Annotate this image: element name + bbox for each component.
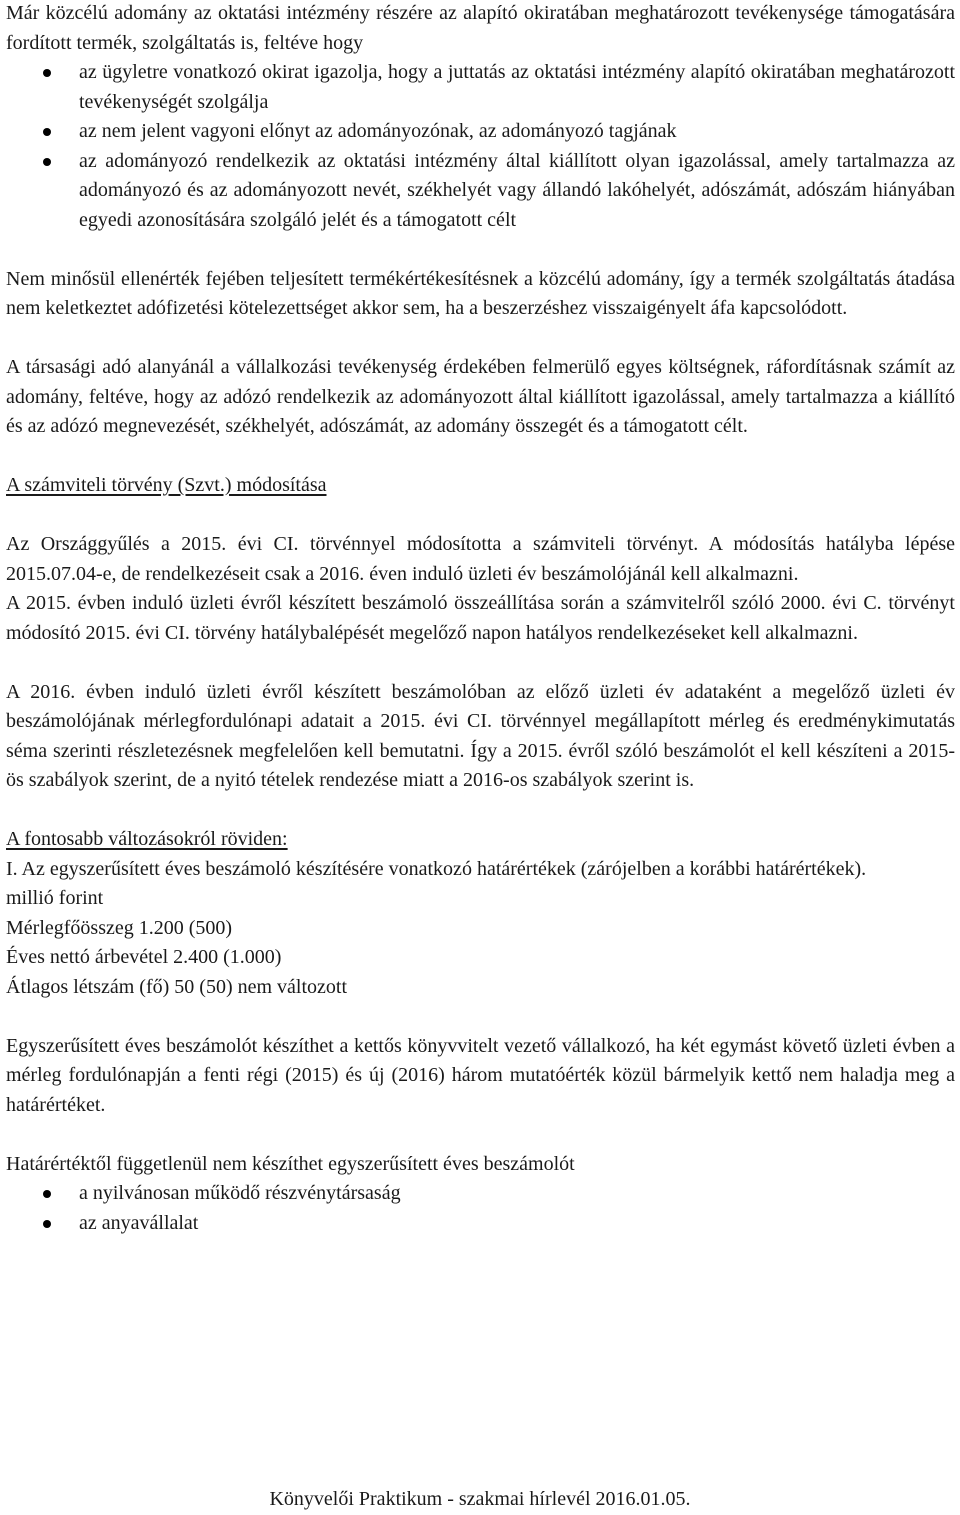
list-item: [6, 1179, 955, 1209]
orszaggyules-paragraph: Az Országgyűlés a 2015. évi CI. törvénnyel módosította a számviteli törvényt. A módosítás hatályba lépése 2015.07.04-e, de rendelkezéseit csak a 2016. éven induló üzleti év beszámolójánál kell alkalmazni.: [6, 533, 955, 585]
spacer: [6, 648, 955, 678]
spacer: [6, 1120, 955, 1150]
spacer: [6, 796, 955, 826]
a2016-paragraph: A 2016. évben induló üzleti évről készített beszámolóban az előző üzleti év adataként a megelőző üzleti év beszámolójának mérlegfordulónapi adatait a 2015. évi CI. törvénnyel megállapított mérleg és eredménykimutatás séma szerinti részletezésnek megfelelően kell bemutatni. Így a 2015. évről szóló beszámolót el kell készíteni a 2015-ös szabályok szerint, de a nyitó tételek rendezése miatt a 2016-os szabályok szerint is.: [6, 680, 955, 791]
hatarertekek-unit: millió forint: [6, 887, 104, 909]
intro-paragraph: Már közcélú adomány az oktatási intézmény részére az alapító okiratában meghatározott tevékenysége támogatására fordított termék, szolgáltatás is, feltéve hogy: [6, 2, 955, 54]
hatarertek-line-letszam: Átlagos létszám (fő) 50 (50) nem változott: [6, 975, 348, 998]
fontosabb-heading: [6, 825, 955, 855]
document-page: [6, 0, 955, 1238]
spacer: [6, 235, 955, 265]
spacer: [6, 1002, 955, 1032]
a2015-paragraph: A 2015. évben induló üzleti évről készített beszámoló összeállítása során a számvitelről szóló 2000. évi C. törvényt módosító 2015. évi CI. törvény hatálybalépését megelőző napon hatályos rendelkezéseket kell alkalmazni.: [6, 592, 955, 644]
list-item-text: az ügyletre vonatkozó okirat igazolja, hogy a juttatás az oktatási intézmény alapító okiratában meghatározott tevékenységét szolgálja: [79, 61, 955, 113]
bullet-icon: [43, 69, 51, 77]
list-item: [6, 117, 955, 147]
hatarertektol-paragraph: Határértéktől függetlenül nem készíthet egyszerűsített éves beszámolót: [6, 1152, 575, 1175]
fontosabb-heading-text: A fontosabb változásokról röviden:: [6, 828, 288, 850]
list-item: [6, 1209, 955, 1239]
nem-minosul-paragraph: Nem minősül ellenérték fejében teljesített termékértékesítésnek a közcélú adomány, így a termék szolgáltatás átadása nem keletkeztet adófizetési kötelezettséget akkor sem, ha a beszerzéshez visszaigényelt áfa kapcsolódott.: [6, 267, 955, 319]
list-item: [6, 147, 955, 236]
list-item: [6, 58, 955, 117]
bullet-icon: [43, 1190, 51, 1198]
list-item-text: az nem jelent vagyoni előnyt az adományozónak, az adományozó tagjának: [79, 120, 677, 142]
hatarertek-line-merlegfoosszeg: Mérlegfőösszeg 1.200 (500): [6, 916, 233, 939]
hatarertektol-bullet-list: [6, 1179, 955, 1238]
footer-text: Könyvelői Praktikum - szakmai hírlevél 2016.01.05.: [269, 1488, 691, 1510]
list-item-text: a nyilvánosan működő részvénytársaság: [79, 1182, 401, 1204]
szvt-heading: A számviteli törvény (Szvt.) módosítása: [6, 474, 327, 496]
page-footer: [0, 1485, 960, 1515]
egyszerusitett-paragraph: Egyszerűsített éves beszámolót készíthet a kettős könyvvitelt vezető vállalkozó, ha két egymást követő üzleti évben a mérleg fordulónapján a fenti régi (2015) és új (2016) három mutatóérték közül bármelyik kettő nem haladja meg a határértéket.: [6, 1034, 955, 1116]
list-item-text: az adományozó rendelkezik az oktatási intézmény által kiállított olyan igazolással, amely tartalmazza az adományozó és az adományozott nevét, székhelyét vagy állandó lakóhelyét, adószámát, adószám hiányában egyedi azonosítására szolgáló jelét és a támogatott célt: [79, 149, 955, 231]
spacer: [6, 324, 955, 354]
intro-bullet-list: [6, 58, 955, 235]
hatarertek-line-arbevetel: Éves nettó árbevétel 2.400 (1.000): [6, 946, 282, 968]
spacer: [6, 501, 955, 531]
bullet-icon: [43, 128, 51, 136]
bullet-icon: [43, 1220, 51, 1228]
bullet-icon: [43, 158, 51, 166]
list-item-text: az anyavállalat: [79, 1211, 199, 1234]
tarsasagi-ado-paragraph: A társasági adó alanyánál a vállalkozási tevékenység érdekében felmerülő egyes költségnek, ráfordításnak számít az adomány, feltéve, hogy az adózó rendelkezik az adományozott által kiállított igazolással, amely tartalmazza a kiállító és az adózó megnevezését, székhelyét, adószámát, az adomány összegét és a támogatott célt.: [6, 356, 955, 437]
spacer: [6, 442, 955, 472]
hatarertekek-intro: I. Az egyszerűsített éves beszámoló készítésére vonatkozó határértékek (zárójelben a korábbi határértékek).: [6, 857, 867, 880]
